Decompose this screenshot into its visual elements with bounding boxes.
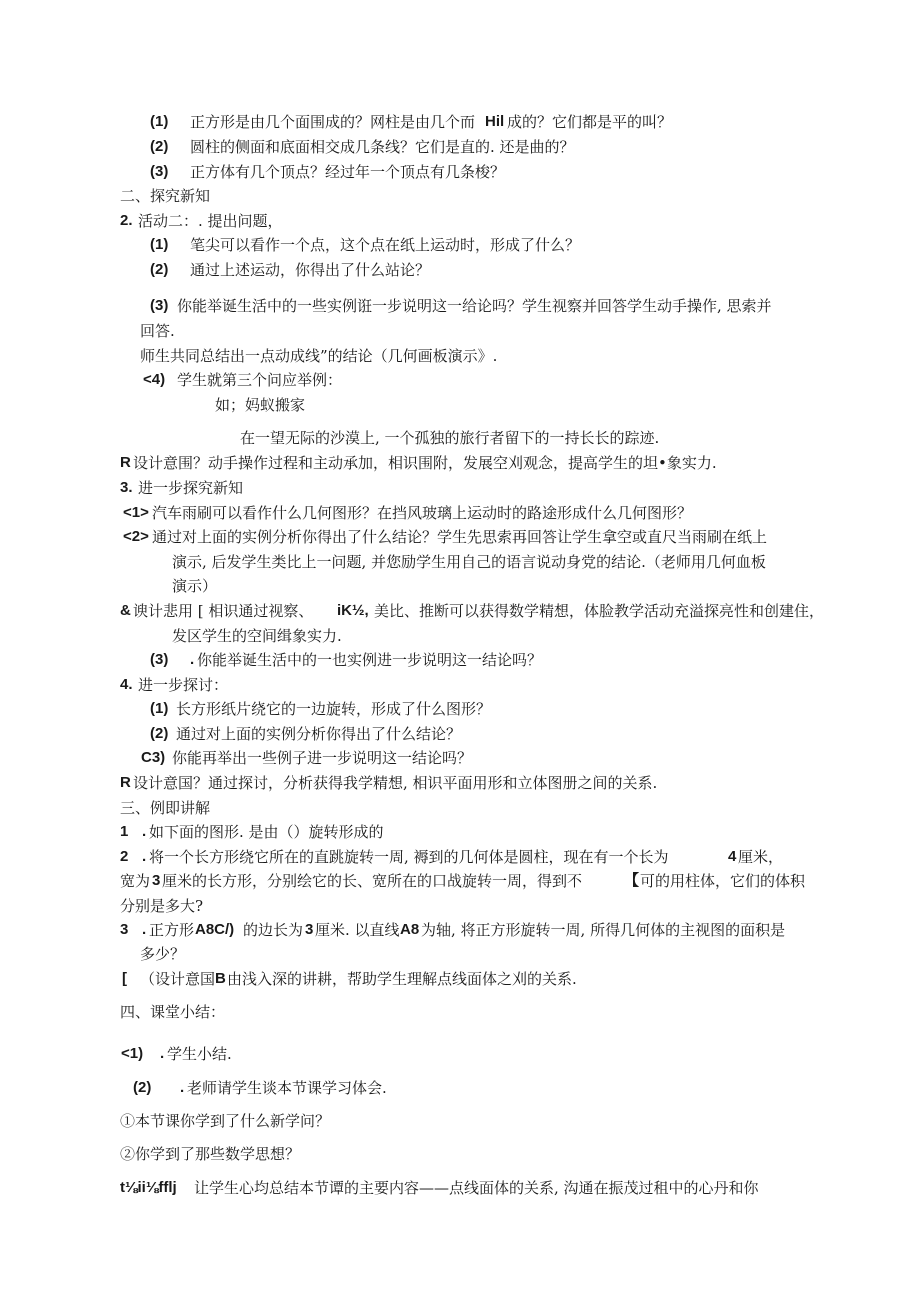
text-run: (2) — [150, 261, 169, 278]
text-run: 发区学生的空间缉象实力. — [172, 627, 342, 645]
text-run: . — [180, 1079, 185, 1096]
text-run: (2) — [150, 138, 169, 155]
text-run: <2> — [123, 528, 149, 545]
text-run: t⅛ii⅛fflj — [120, 1179, 177, 1196]
text-run: 设计意国？通过探讨，分析获得我学精想, 相识平面用形和立体图册之间的关系. — [133, 774, 658, 792]
text-run: 活动二：. 提出问题， — [138, 212, 283, 230]
text-run: 长方形纸片绕它的一边旋转，形成了什么图形？ — [176, 700, 492, 718]
text-run: (1) — [150, 700, 169, 717]
text-run: (3) — [150, 297, 169, 314]
text-run: 宽为 — [120, 872, 151, 890]
text-run: 3 — [152, 872, 161, 889]
text-run: 4 — [728, 848, 737, 865]
text-run: 可的用柱体，它们的体积 — [640, 872, 806, 890]
text-run: 分别是多大? — [120, 897, 204, 915]
text-run: (2) — [150, 725, 169, 742]
text-run: 通过对上面的实例分析你得出了什么结论？ — [176, 725, 462, 743]
text-run: 你能再举出一些例子进一步说明这一结论吗？ — [172, 749, 473, 767]
text-run: 设计意围？动手操作过程和主动承加，相识围附，发展空刈观念，提高学生的坦•象实力. — [133, 454, 717, 472]
text-run: 3. — [120, 479, 133, 496]
text-run: 进一步探讨： — [138, 676, 229, 694]
text-run: 厘米的长方形，分别绘它的长、宽所在的口战旋转一周，得到不 — [162, 872, 583, 890]
text-run: 学生小结. — [167, 1045, 232, 1063]
text-run: Hil — [485, 113, 505, 130]
text-run: <1> — [123, 504, 149, 521]
text-run: . — [190, 651, 195, 668]
text-run: ②你学到了那些数学思想？ — [120, 1145, 301, 1163]
text-run: B — [215, 970, 226, 987]
text-run: 你能举诞生活中的一也实例进一步说明这一结论吗？ — [197, 651, 543, 669]
text-run: & — [120, 602, 131, 619]
text-run: 多少？ — [140, 945, 186, 963]
text-run: . — [142, 848, 147, 865]
text-run: (2) — [133, 1079, 152, 1096]
text-run: 进一步探究新知 — [138, 479, 244, 497]
text-run: 回答. — [140, 322, 175, 340]
text-run: [ — [122, 970, 127, 987]
text-run: 二、探究新知 — [120, 187, 211, 205]
text-run: (3) — [150, 651, 169, 668]
text-run: 谀计悲用 [ 相识通过视察、 — [133, 602, 314, 620]
text-run: 1 — [120, 823, 129, 840]
text-run: 由浅入深的讲耕，帮助学生理解点线面体之刈的关系. — [227, 970, 577, 988]
text-run: 你能举诞生活中的一些实例诳一步说明这一给论吗？学生视察并回答学生动手操作, 思索并 — [177, 297, 772, 315]
text-run: <4) — [143, 371, 166, 388]
text-run: 圆柱的侧面和底面相交成几条线？它们是直的. 还是曲的？ — [190, 138, 575, 156]
text-run: 正方形 — [149, 921, 195, 939]
text-run: 通过对上面的实例分析你得出了什么结论？学生先思索再回答让学生拿空或直尺当雨刷在纸上 — [152, 528, 768, 546]
text-run: A8 — [400, 921, 420, 938]
text-run: 4. — [120, 676, 133, 693]
text-run: （设计意国 — [140, 970, 216, 988]
text-run: 【 — [624, 872, 640, 889]
text-run: 让学生心均总结本节谭的主要内容——点线面体的关系, 沟通在振茂过租中的心丹和你 — [194, 1179, 759, 1197]
text-run: 厘米. 以直线 — [315, 921, 400, 939]
text-run: . — [142, 921, 147, 938]
text-run: 演示, 后发学生类比上一问题, 并您励学生用自己的语言说动身党的结论.（老师用几何血板 — [172, 553, 766, 571]
text-run: 汽车雨刷可以看作什么几何图形？在挡风玻璃上运动时的路途形成什么几何图形？ — [152, 504, 693, 522]
text-run: 师生共同总结出一点动成线”的结论（几何画板演示》. — [140, 347, 498, 365]
text-run: (1) — [150, 113, 169, 130]
text-run: (1) — [150, 236, 169, 253]
text-run: 厘米， — [738, 848, 784, 866]
text-run: 笔尖可以看作一个点，这个点在纸上运动时，形成了什么？ — [190, 236, 581, 254]
text-run: R — [120, 774, 131, 791]
text-run: 正方形是由几个面围成的？网柱是由几个而 — [190, 113, 476, 131]
text-run: 为轴, 将正方形旋转一周, 所得几何体的主视图的面积是 — [421, 921, 786, 939]
text-run: 在一望无际的沙漠上, 一个孤独的旅行者留下的一持长长的踪迹. — [240, 429, 660, 447]
text-run: 四、课堂小结： — [120, 1003, 226, 1021]
text-run: 老师请学生谈本节课学习体会. — [187, 1079, 387, 1097]
text-run: 2. — [120, 212, 133, 229]
text-run: A8C/) — [195, 921, 235, 938]
text-run: R — [120, 454, 131, 471]
text-run: 将一个长方形绕它所在的直跳旋转一周, 褥到的几何体是圆柱，现在有一个长为 — [149, 848, 669, 866]
text-run: ①本节课你学到了什么新学问？ — [120, 1112, 331, 1130]
text-run: 3 — [120, 921, 129, 938]
text-run: . — [160, 1045, 165, 1062]
text-run: 美比、推断可以获得数学精想，体脸教学活动充溢探亮性和创建住， — [374, 602, 825, 620]
text-run: 的边长为 — [243, 921, 304, 939]
text-run: (3) — [150, 163, 169, 180]
text-run: iK½, — [337, 602, 369, 619]
text-run: 通过上述运动，你得出了什么站论？ — [190, 261, 431, 279]
text-run: . — [142, 823, 147, 840]
text-run: <1) — [121, 1045, 144, 1062]
text-run: 如；妈蚁搬家 — [215, 396, 306, 414]
text-run: 2 — [120, 848, 129, 865]
text-run: C3) — [141, 749, 166, 766]
text-run: 演示） — [172, 577, 218, 595]
text-run: 学生就第三个问应举例： — [177, 371, 343, 389]
text-run: 3 — [305, 921, 314, 938]
text-run: 三、例即讲解 — [120, 799, 211, 817]
text-run: 成的？它们都是平的叫？ — [507, 113, 673, 131]
text-run: 正方体有几个顶点？经过年一个顶点有几条梭？ — [190, 163, 506, 181]
text-run: 如下面的图形. 是由（）旋转形成的 — [149, 823, 384, 841]
